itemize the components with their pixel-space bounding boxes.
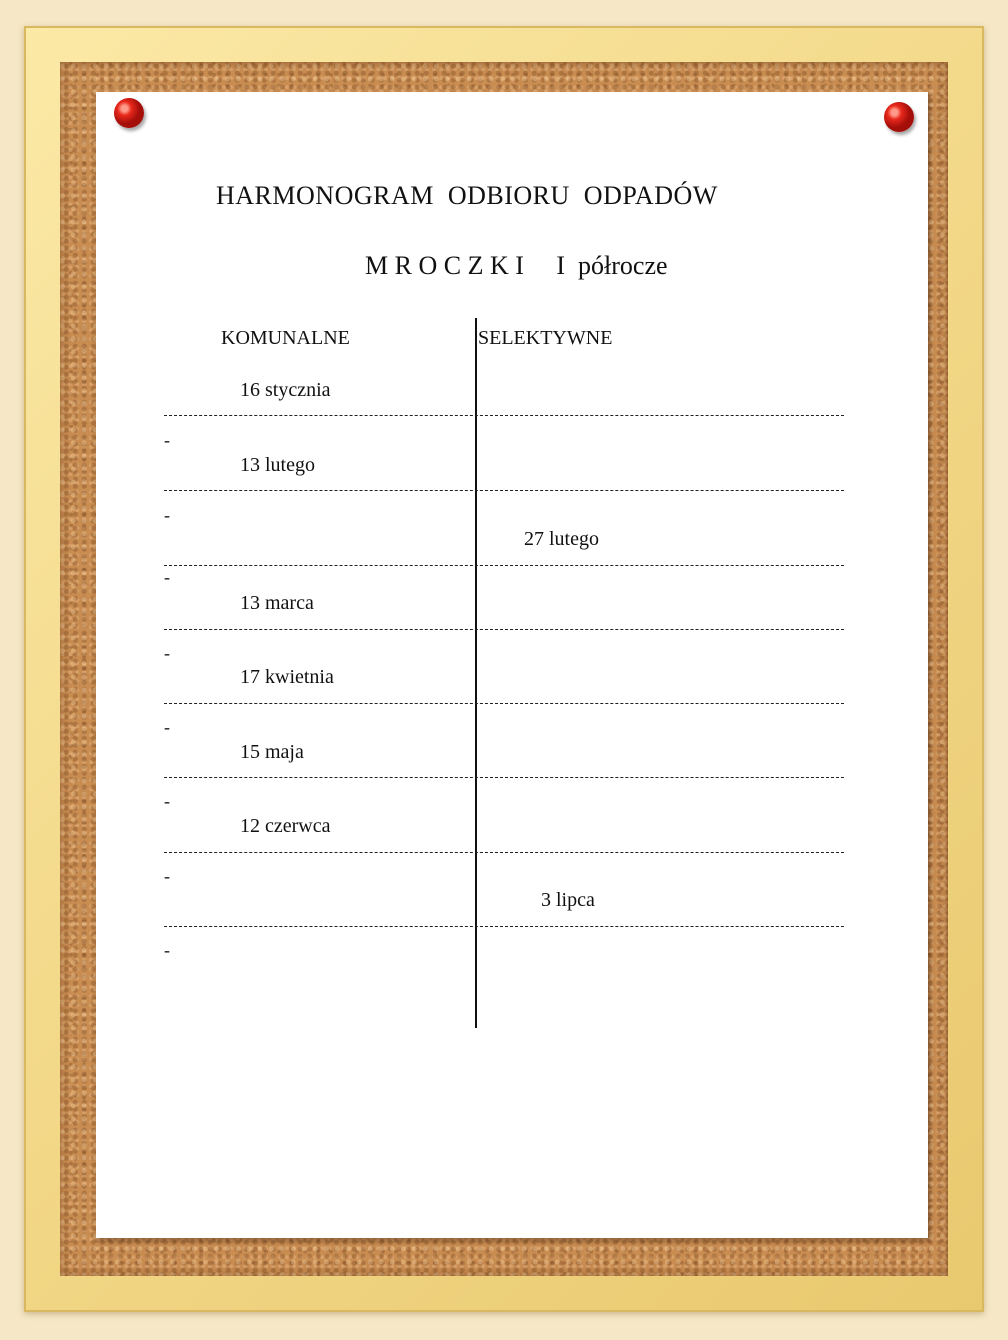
row-7-komunalne: 12 czerwca	[240, 815, 331, 837]
row-2-komunalne: 13 lutego	[240, 454, 315, 476]
row-separator	[164, 777, 844, 778]
row-3-selektywne: 27 lutego	[524, 528, 599, 550]
row-4-komunalne: 13 marca	[240, 592, 314, 614]
row-separator	[164, 490, 844, 491]
row-8-selektywne: 3 lipca	[541, 889, 595, 911]
row-separator	[164, 565, 844, 566]
column-header-selektywne: SELEKTYWNE	[478, 327, 613, 349]
row-separator	[164, 629, 844, 630]
row-separator	[164, 415, 844, 416]
push-pin-icon	[884, 102, 914, 132]
row-dash: -	[164, 643, 170, 663]
row-dash: -	[164, 430, 170, 450]
row-separator	[164, 926, 844, 927]
row-1-komunalne: 16 stycznia	[240, 379, 331, 401]
document-title: HARMONOGRAM ODBIORU ODPADÓW	[216, 181, 718, 210]
row-separator	[164, 703, 844, 704]
row-dash: -	[164, 717, 170, 737]
row-6-komunalne: 15 maja	[240, 741, 304, 763]
document-subtitle: M R O C Z K I I półrocze	[365, 251, 668, 280]
row-dash: -	[164, 791, 170, 811]
row-dash: -	[164, 505, 170, 525]
row-dash: -	[164, 567, 170, 587]
row-dash: -	[164, 940, 170, 960]
row-5-komunalne: 17 kwietnia	[240, 666, 334, 688]
row-separator	[164, 852, 844, 853]
column-header-komunalne: KOMUNALNE	[221, 327, 350, 349]
row-dash: -	[164, 866, 170, 886]
column-divider	[475, 318, 477, 1028]
push-pin-icon	[114, 98, 144, 128]
